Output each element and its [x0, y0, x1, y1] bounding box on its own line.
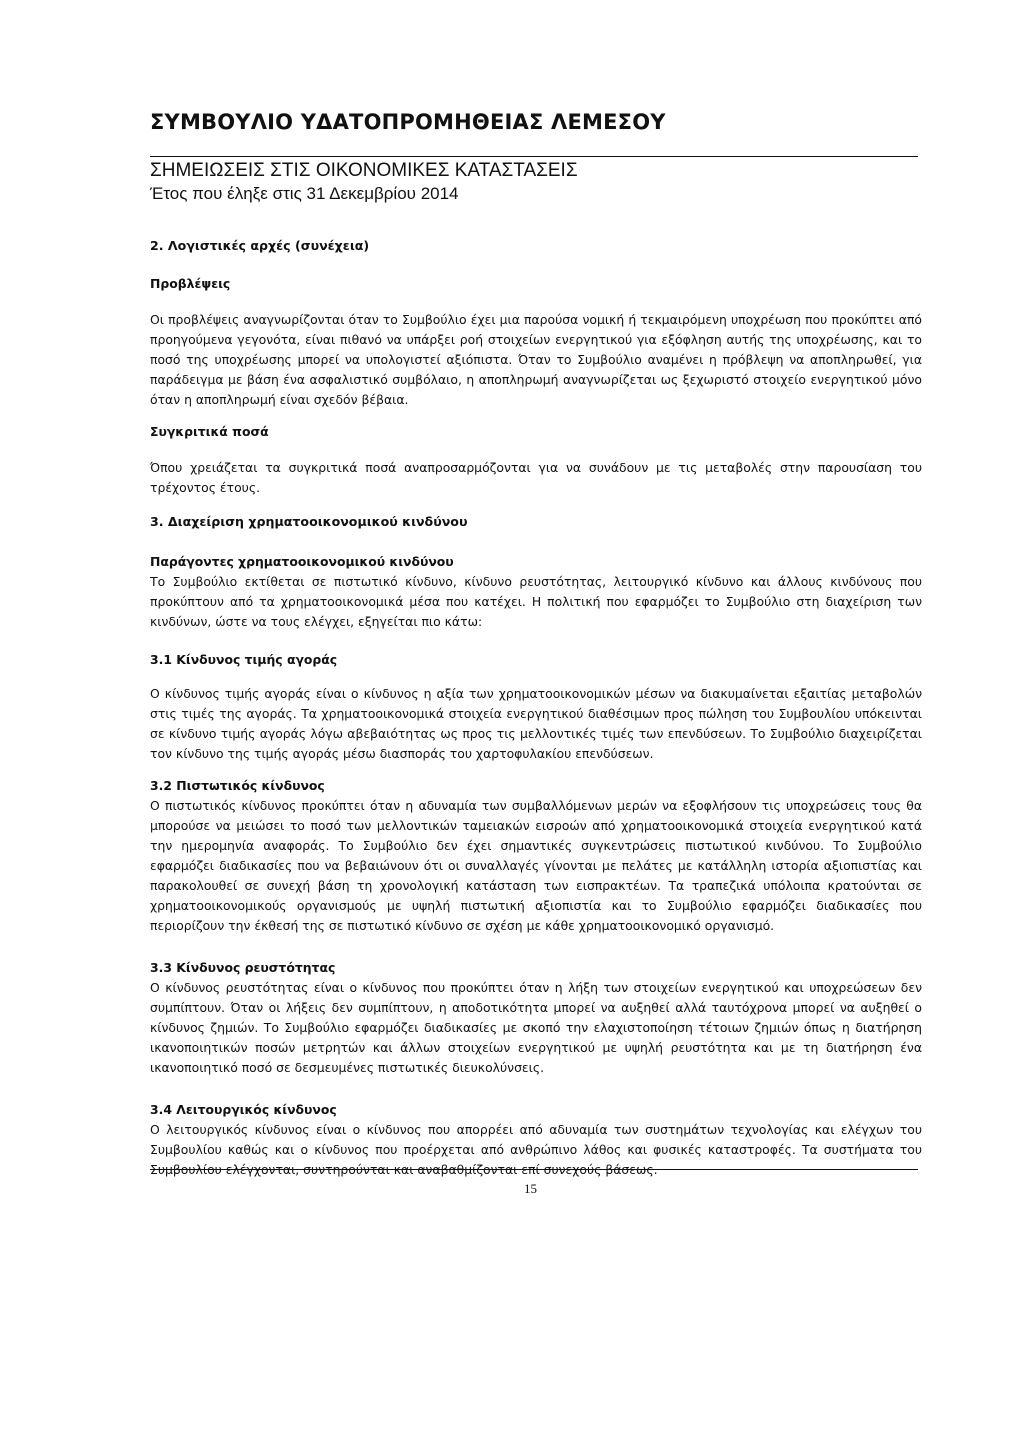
section-3 [150, 512, 922, 532]
footer-divider [150, 1169, 918, 1170]
market-risk-block [150, 650, 922, 670]
reporting-period: Έτος που έληξε στις 31 Δεκεμβρίου 2014 [150, 184, 459, 203]
comparatives-paragraph-block [150, 458, 922, 498]
operational-risk-paragraph: Ο λειτουργικός κίνδυνος είναι ο κίνδυνος που απορρέει από αδυναμία των συστημάτων τεχνολογίας και ελέγχων του Συμβουλίου καθώς και ο κίνδυνος που προέρχεται από ανθρώπινο λάθος και φυσικές καταστροφές. Τα συστήματα του Συμβουλίου ελέγχονται, συντηρούνται και αναβαθμίζονται επί συνεχούς βάσεως. [150, 1122, 922, 1177]
credit-risk-heading: 3.2 Πιστωτικός κίνδυνος [150, 778, 325, 793]
operational-risk-heading: 3.4 Λειτουργικός κίνδυνος [150, 1102, 337, 1117]
page-number: 15 [524, 1181, 537, 1196]
liquidity-risk-block [150, 958, 922, 1078]
comparatives-heading: Συγκριτικά ποσά [150, 424, 269, 439]
operational-risk-block [150, 1100, 922, 1180]
market-risk-paragraph-block [150, 684, 922, 764]
risk-factors-block [150, 552, 922, 632]
provisions-paragraph-block [150, 310, 922, 410]
credit-risk-block [150, 776, 922, 936]
market-risk-paragraph: Ο κίνδυνος τιμής αγοράς είναι ο κίνδυνος η αξία των χρηματοοικονομικών μέσων να διακυμαίνεται εξαιτίας μεταβολών στις τιμές της αγοράς. Τα χρηματοοικονομικά στοιχεία ενεργητικού διαθέσιμων προς πώληση του Συμβουλίου υπόκεινται σε κίνδυνο τιμής αγοράς λόγω αβεβαιότητας ως προς τις μελλοντικές τιμές των επενδύσεων. Το Συμβούλιο διαχειρίζεται τον κίνδυνο της τιμής αγοράς μέσω διασποράς του χαρτοφυλακίου επενδύσεων. [150, 686, 922, 761]
organization-title: ΣΥΜΒΟΥΛΙΟ ΥΔΑΤΟΠΡΟΜΗΘΕΙΑΣ ΛΕΜΕΣΟΥ [150, 110, 666, 134]
document-title: ΣΗΜΕΙΩΣΕΙΣ ΣΤΙΣ ΟΙΚΟΝΟΜΙΚΕΣ ΚΑΤΑΣΤΑΣΕΙΣ [150, 160, 578, 181]
provisions-block [150, 274, 922, 294]
market-risk-heading: 3.1 Κίνδυνος τιμής αγοράς [150, 652, 338, 667]
section-2-heading: 2. Λογιστικές αρχές (συνέχεια) [150, 238, 370, 253]
provisions-heading: Προβλέψεις [150, 276, 231, 291]
risk-factors-paragraph: Το Συμβούλιο εκτίθεται σε πιστωτικό κίνδυνο, κίνδυνο ρευστότητας, λειτουργικό κίνδυνο και άλλους κινδύνους που προκύπτουν από τα χρηματοοικονομικά μέσα που κατέχει. Η πολιτική που εφαρμόζει το Συμβούλιο στη διαχείριση των κινδύνων, ώστε να τους ελέγχει, εξηγείται πιο κάτω: [150, 574, 922, 629]
comparatives-block [150, 422, 922, 442]
comparatives-paragraph: Όπου χρειάζεται τα συγκριτικά ποσά αναπροσαρμόζονται για να συνάδουν με τις μεταβολές στην παρουσίαση του τρέχοντος έτους. [150, 460, 922, 495]
liquidity-risk-heading: 3.3 Κίνδυνος ρευστότητας [150, 960, 336, 975]
section-3-heading: 3. Διαχείριση χρηματοοικονομικού κινδύνου [150, 514, 468, 529]
header-divider [150, 156, 918, 157]
liquidity-risk-paragraph: Ο κίνδυνος ρευστότητας είναι ο κίνδυνος που προκύπτει όταν η λήξη των στοιχείων ενεργητικού και υποχρεώσεων δεν συμπίπτουν. Όταν οι λήξεις δεν συμπίπτουν, η αποδοτικότητα μπορεί να αυξηθεί αλλά ταυτόχρονα μπορεί να αυξηθεί ο κίνδυνος ζημιών. Το Συμβούλιο εφαρμόζει διαδικασίες με σκοπό την ελαχιστοποίηση τέτοιων ζημιών όπως η διατήρηση ικανοποιητικών ποσών μετρητών και άλλων στοιχείων ενεργητικού με υψηλή ρευστότητα και με τη διατήρηση ένα ικανοποιητικό ποσό σε δεσμευμένες πιστωτικές διευκολύνσεις. [150, 980, 922, 1075]
section-2 [150, 236, 922, 256]
risk-factors-heading: Παράγοντες χρηματοοικονομικού κινδύνου [150, 554, 454, 569]
provisions-paragraph: Οι προβλέψεις αναγνωρίζονται όταν το Συμβούλιο έχει μια παρούσα νομική ή τεκμαιρόμενη υποχρέωση που προκύπτει από προηγούμενα γεγονότα, είναι πιθανό να υπάρξει ροή στοιχείων ενεργητικού για εξόφληση αυτής της υποχρέωσης, και το ποσό της υποχρέωσης μπορεί να υπολογιστεί αξιόπιστα. Όταν το Συμβούλιο αναμένει η πρόβλεψη να αποπληρωθεί, για παράδειγμα με βάση ένα ασφαλιστικό συμβόλαιο, η αποπληρωμή αναγνωρίζεται ως ξεχωριστό στοιχείο ενεργητικού μόνο όταν η αποπληρωμή είναι σχεδόν βέβαια. [150, 312, 922, 407]
credit-risk-paragraph: Ο πιστωτικός κίνδυνος προκύπτει όταν η αδυναμία των συμβαλλόμενων μερών να εξοφλήσουν τις υποχρεώσεις τους θα μπορούσε να μειώσει το ποσό των μελλοντικών ταμειακών εισροών από χρηματοοικονομικά στοιχεία ενεργητικού κατά την ημερομηνία αναφοράς. Το Συμβούλιο δεν έχει σημαντικές συγκεντρώσεις πιστωτικού κινδύνου. Το Συμβούλιο εφαρμόζει διαδικασίες που να βεβαιώνουν ότι οι συναλλαγές γίνονται με πελάτες με κατάλληλη ιστορία αξιοπιστίας και παρακολουθεί σε συνεχή βάση τη χρονολογική κατάσταση των εισπρακτέων. Τα τραπεζικά υπόλοιπα κρατούνται σε χρηματοοικονομικούς οργανισμούς με υψηλή πιστωτική αξιοπιστία και το Συμβούλιο εφαρμόζει διαδικασίες που περιορίζουν την έκθεσή της σε πιστωτικό κίνδυνο σε σχέση με κάθε χρηματοοικονομικό οργανισμό. [150, 798, 922, 933]
